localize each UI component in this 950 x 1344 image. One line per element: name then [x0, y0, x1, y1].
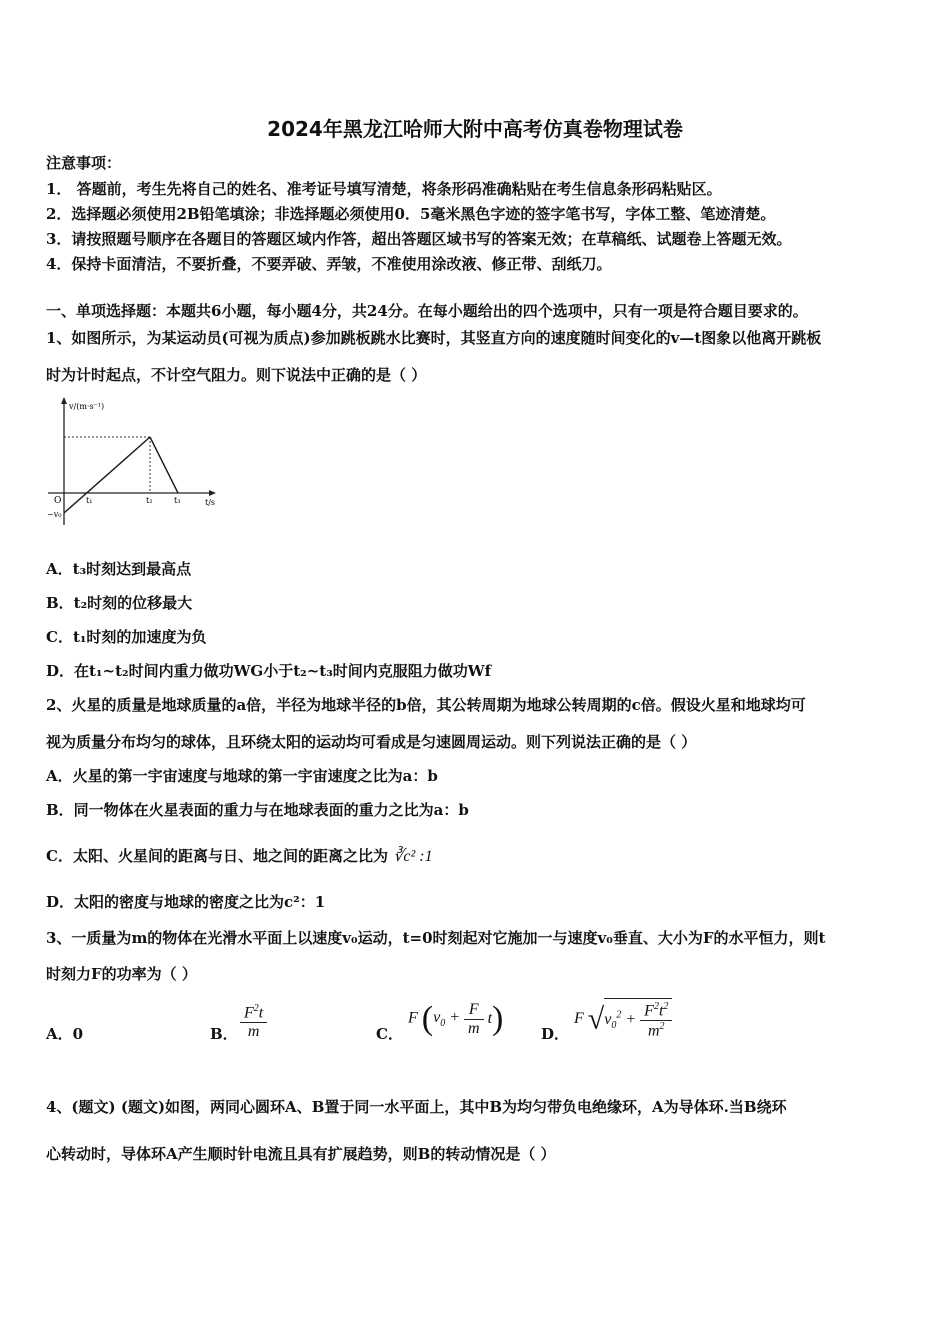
q3-stem-line1: 3、一质量为m的物体在光滑水平面上以速度v₀运动，t=0时刻起对它施加一与速度v₀垂直、大小为F的水平恒力，则t	[46, 929, 826, 947]
vt-graph	[44, 395, 224, 530]
q2-option-b: B．同一物体在火星表面的重力与在地球表面的重力之比为a：b	[46, 801, 469, 819]
notice-item-2: 2．选择题必须使用2B铅笔填涂；非选择题必须使用0．5毫米黑色字迹的签字笔书写，字体工整、笔迹清楚。	[46, 205, 776, 223]
q3-option-a: A．0	[46, 1025, 84, 1043]
page-title: 2024年黑龙江哈师大附中高考仿真卷物理试卷	[267, 117, 683, 141]
notice-item-4: 4．保持卡面清洁，不要折叠，不要弄破、弄皱，不准使用涂改液、修正带、刮纸刀。	[46, 255, 612, 273]
graph-tick-t1: t₁	[86, 496, 93, 505]
q4-stem-line2: 心转动时，导体环A产生顺时针电流且具有扩展趋势，则B的转动情况是（ ）	[46, 1145, 556, 1163]
q3-option-b-formula: $\frac{F^2t}{m}$	[240, 1003, 267, 1041]
q3-option-c-formula: F ($v_0$ + $\frac{F}{m}$ t)	[408, 1000, 504, 1037]
graph-tick-t3: t₃	[174, 496, 181, 505]
q3-option-d-label: D．	[541, 1025, 570, 1043]
q3-option-c-label: C．	[376, 1025, 403, 1043]
q1-stem-line2: 时为计时起点，不计空气阻力。则下说法中正确的是（ ）	[46, 366, 427, 384]
notice-item-3: 3．请按照题号顺序在各题目的答题区域内作答，超出答题区域书写的答案无效；在草稿纸、试题卷上答题无效。	[46, 230, 792, 248]
graph-x-label: t/s	[205, 498, 216, 507]
graph-neg-v0: −v₀	[47, 510, 62, 519]
q2-option-c-text: C．太阳、火星间的距离与日、地之间的距离之比为	[46, 847, 388, 865]
q4-stem-line1: 4、(题文) (题文)如图，两同心圆环A、B置于同一水平面上，其中B为均匀带负电绝缘环，A为导体环.当B绕环	[46, 1098, 787, 1116]
q2-option-c-formula: ∛c² :1	[393, 848, 433, 865]
q1-option-c: C．t₁时刻的加速度为负	[46, 628, 207, 646]
graph-origin: O	[54, 496, 62, 506]
section-heading: 一、单项选择题：本题共6小题，每小题4分，共24分。在每小题给出的四个选项中，只有一项是符合题目要求的。	[46, 302, 808, 320]
q2-option-c	[46, 845, 433, 866]
q2-option-d: D．太阳的密度与地球的密度之比为c²：1	[46, 893, 326, 911]
q1-option-d: D．在t₁~t₂时间内重力做功WG小于t₂~t₃时间内克服阻力做功Wf	[46, 662, 492, 680]
q1-option-a: A．t₃时刻达到最高点	[46, 560, 192, 578]
notice-item-1: 1． 答题前，考生先将自己的姓名、准考证号填写清楚，将条形码准确粘贴在考生信息条形码粘贴区。	[46, 180, 722, 198]
q2-stem-line1: 2、火星的质量是地球质量的a倍，半径为地球半径的b倍，其公转周期为地球公转周期的c倍。假设火星和地球均可	[46, 696, 806, 714]
q3-option-b-label: B．	[210, 1025, 238, 1043]
q2-option-a: A．火星的第一宇宙速度与地球的第一宇宙速度之比为a：b	[46, 767, 438, 785]
graph-tick-t2: t₂	[146, 496, 153, 505]
q3-option-d-formula: F $√v_0^2$ + $\frac{F^2t^2}{m^2}$	[574, 998, 672, 1041]
q1-stem-line1: 1、如图所示，为某运动员(可视为质点)参加跳板跳水比赛时，其竖直方向的速度随时间变化的v—t图象以他离开跳板	[46, 329, 822, 347]
q1-option-b: B．t₂时刻的位移最大	[46, 594, 193, 612]
graph-y-label: v/(m·s⁻¹)	[69, 402, 105, 411]
q3-stem-line2: 时刻力F的功率为（ ）	[46, 965, 197, 983]
notice-heading: 注意事项：	[46, 154, 122, 172]
q2-stem-line2: 视为质量分布均匀的球体，且环绕太阳的运动均可看成是匀速圆周运动。则下列说法正确的是（ ）	[46, 733, 697, 751]
